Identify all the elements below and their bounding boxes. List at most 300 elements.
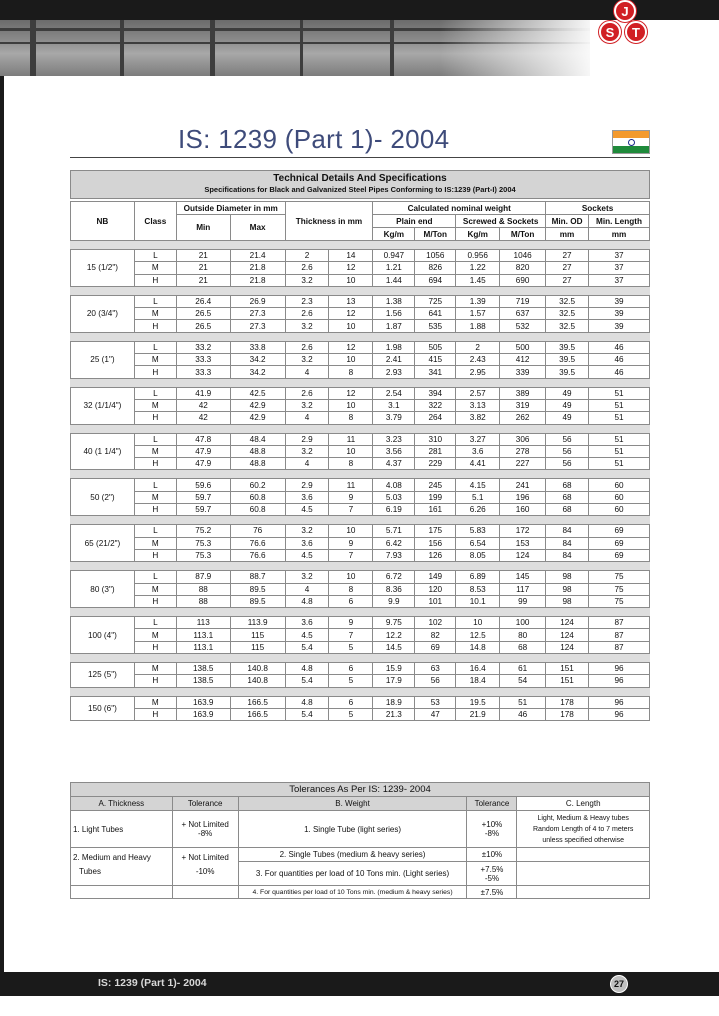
table-cell: H (134, 641, 176, 653)
table-cell: 51 (589, 412, 650, 424)
table-cell: 75.3 (176, 549, 230, 561)
table-cell: 113.9 (230, 617, 285, 629)
spec-subtitle: Specifications for Black and Galvanized Steel Pipes Conforming to IS:1239 (Part-I) 2004 (204, 185, 516, 194)
table-cell: 13 (329, 295, 373, 307)
table-cell: 69 (589, 525, 650, 537)
nb-size: 15 (1/2") (71, 250, 135, 287)
table-cell: 10 (329, 274, 373, 286)
table-cell: 7 (329, 629, 373, 641)
table-cell: 98 (546, 595, 589, 607)
table-cell: 33.8 (230, 341, 285, 353)
table-cell: 37 (589, 250, 650, 262)
table-cell: 27 (546, 262, 589, 274)
table-cell: 9.75 (373, 617, 415, 629)
table-cell: 26.5 (176, 320, 230, 332)
table-cell: 19.5 (456, 696, 500, 708)
table-cell: 535 (415, 320, 456, 332)
table-cell: 76.6 (230, 537, 285, 549)
table-cell: 412 (500, 354, 546, 366)
table-cell: 262 (500, 412, 546, 424)
table-cell: 178 (546, 696, 589, 708)
table-cell: 115 (230, 629, 285, 641)
tolerances-title: Tolerances As Per IS: 1239- 2004 (71, 783, 650, 797)
table-cell: 26.4 (176, 295, 230, 307)
table-cell: 2.95 (456, 366, 500, 378)
table-cell: 0.947 (373, 250, 415, 262)
table-cell: L (134, 479, 176, 491)
table-cell: 88 (176, 595, 230, 607)
table-cell: 138.5 (176, 675, 230, 687)
table-cell: 4 (285, 366, 329, 378)
unit-mm: mm (589, 228, 650, 241)
table-cell: 5 (329, 708, 373, 720)
table-cell: M (134, 696, 176, 708)
table-cell: 21.3 (373, 708, 415, 720)
table-cell: H (134, 412, 176, 424)
table-cell: 641 (415, 308, 456, 320)
table-cell: 196 (500, 491, 546, 503)
table-cell: M (134, 262, 176, 274)
group-separator (71, 608, 650, 617)
footer-title: IS: 1239 (Part 1)- 2004 (98, 977, 207, 989)
table-cell: 11 (329, 479, 373, 491)
table-cell: 1.87 (373, 320, 415, 332)
nb-size: 25 (1") (71, 341, 135, 378)
table-cell: 68 (546, 504, 589, 516)
table-cell: 7.93 (373, 549, 415, 561)
table-cell: 42.5 (230, 387, 285, 399)
table-cell: 124 (500, 549, 546, 561)
table-cell: M (134, 537, 176, 549)
table-cell: 2.9 (285, 433, 329, 445)
unit-mm: mm (546, 228, 589, 241)
table-cell: 7 (329, 504, 373, 516)
table-cell: 820 (500, 262, 546, 274)
table-cell: 100 (500, 617, 546, 629)
table-cell: 6.26 (456, 504, 500, 516)
table-cell: 4.37 (373, 458, 415, 470)
table-row (71, 641, 650, 653)
group-separator (71, 470, 650, 479)
table-cell: 51 (589, 458, 650, 470)
table-cell: 87 (589, 617, 650, 629)
table-cell: 49 (546, 387, 589, 399)
table-cell: 75 (589, 583, 650, 595)
table-cell: 6 (329, 663, 373, 675)
table-cell: 163.9 (176, 708, 230, 720)
table-cell: 87 (589, 641, 650, 653)
table-cell: 3.2 (285, 320, 329, 332)
table-cell: 120 (415, 583, 456, 595)
table-cell: 5.1 (456, 491, 500, 503)
table-cell: 21 (176, 262, 230, 274)
table-cell: M (134, 663, 176, 675)
table-cell: 172 (500, 525, 546, 537)
table-cell: 161 (415, 504, 456, 516)
table-cell: 532 (500, 320, 546, 332)
table-cell: 54 (500, 675, 546, 687)
logo-letter-j: J (614, 0, 636, 22)
header-screwed-sockets: Screwed & Sockets (456, 215, 546, 228)
header-outside-diameter: Outside Diameter in mm (176, 202, 285, 215)
nb-size: 50 (2") (71, 479, 135, 516)
table-cell: 319 (500, 399, 546, 411)
table-cell: 115 (230, 641, 285, 653)
table-cell: 10 (456, 617, 500, 629)
table-row (71, 250, 650, 262)
table-cell: 156 (415, 537, 456, 549)
table-cell: 3.82 (456, 412, 500, 424)
table-cell: 4 (285, 583, 329, 595)
company-logo (596, 4, 654, 70)
table-cell: M (134, 491, 176, 503)
nb-size: 150 (6") (71, 696, 135, 721)
table-cell: 124 (546, 641, 589, 653)
table-cell: H (134, 320, 176, 332)
table-cell: 2.3 (285, 295, 329, 307)
table-cell: 229 (415, 458, 456, 470)
table-cell: 199 (415, 491, 456, 503)
table-cell: 2.43 (456, 354, 500, 366)
table-cell: 69 (589, 537, 650, 549)
table-cell: 163.9 (176, 696, 230, 708)
table-cell: 166.5 (230, 696, 285, 708)
table-cell: 88.7 (230, 571, 285, 583)
table-cell: 6 (329, 595, 373, 607)
table-cell: 140.8 (230, 675, 285, 687)
table-cell: 10 (329, 399, 373, 411)
table-cell: 389 (500, 387, 546, 399)
table-cell: L (134, 525, 176, 537)
table-cell: 4.5 (285, 504, 329, 516)
table-cell: 241 (500, 479, 546, 491)
table-cell: H (134, 549, 176, 561)
table-cell: 102 (415, 617, 456, 629)
col-tolerance: Tolerance (172, 797, 238, 811)
table-cell: 2 (285, 250, 329, 262)
table-cell: 6 (329, 696, 373, 708)
table-cell: 96 (589, 696, 650, 708)
table-cell: 2.6 (285, 341, 329, 353)
thickness-medium-heavy: 2. Medium and Heavy Tubes (71, 848, 173, 886)
table-cell: 264 (415, 412, 456, 424)
table-cell: 227 (500, 458, 546, 470)
table-cell: 59.7 (176, 491, 230, 503)
tolerances-table (70, 782, 650, 899)
table-cell: 34.2 (230, 354, 285, 366)
table-cell: 47.9 (176, 445, 230, 457)
table-cell: 3.2 (285, 399, 329, 411)
table-cell: 96 (589, 663, 650, 675)
left-frame-line (0, 76, 4, 972)
table-cell: 60 (589, 491, 650, 503)
table-cell: 42.9 (230, 412, 285, 424)
table-cell: L (134, 571, 176, 583)
table-cell: 690 (500, 274, 546, 286)
header-min-od: Min. OD (546, 215, 589, 228)
table-cell: 310 (415, 433, 456, 445)
table-cell: 2.6 (285, 262, 329, 274)
table-cell: 89.5 (230, 595, 285, 607)
table-cell: 9.9 (373, 595, 415, 607)
table-cell: 2.54 (373, 387, 415, 399)
table-cell: 68 (546, 479, 589, 491)
table-cell: 7 (329, 549, 373, 561)
table-cell: 49 (546, 412, 589, 424)
header-od-max: Max (230, 215, 285, 241)
table-cell: 88 (176, 583, 230, 595)
table-cell: 37 (589, 262, 650, 274)
table-cell: 39.5 (546, 366, 589, 378)
table-cell: 8 (329, 583, 373, 595)
table-cell: 5.4 (285, 675, 329, 687)
table-cell: 725 (415, 295, 456, 307)
table-cell: 82 (415, 629, 456, 641)
table-cell: 14.8 (456, 641, 500, 653)
table-cell: 98 (546, 583, 589, 595)
weight-single-light: 1. Single Tube (light series) (238, 811, 467, 848)
table-cell: 32.5 (546, 320, 589, 332)
table-cell: 99 (500, 595, 546, 607)
table-row (71, 504, 650, 516)
table-cell: 75 (589, 595, 650, 607)
table-cell: 415 (415, 354, 456, 366)
table-cell: 124 (546, 629, 589, 641)
table-cell: 505 (415, 341, 456, 353)
table-cell: 10 (329, 354, 373, 366)
table-cell: 98 (546, 571, 589, 583)
table-cell: 2.6 (285, 387, 329, 399)
table-cell: 1046 (500, 250, 546, 262)
table-cell: M (134, 583, 176, 595)
table-cell: 637 (500, 308, 546, 320)
table-row (71, 366, 650, 378)
table-cell: 60 (589, 504, 650, 516)
group-separator (71, 424, 650, 433)
table-cell: 4.5 (285, 629, 329, 641)
table-cell: 1.38 (373, 295, 415, 307)
table-cell: 117 (500, 583, 546, 595)
table-cell: 3.6 (456, 445, 500, 457)
table-cell: 14.5 (373, 641, 415, 653)
page-number: 27 (610, 975, 628, 993)
table-cell: 2.93 (373, 366, 415, 378)
logo-letter-t: T (625, 21, 647, 43)
table-cell: 4 (285, 458, 329, 470)
table-cell: 39 (589, 308, 650, 320)
nb-size: 125 (5") (71, 663, 135, 688)
table-row (71, 479, 650, 491)
table-cell: M (134, 629, 176, 641)
table-cell: 10 (329, 571, 373, 583)
table-cell: L (134, 250, 176, 262)
table-cell: 826 (415, 262, 456, 274)
table-cell: 3.2 (285, 274, 329, 286)
table-cell: 126 (415, 549, 456, 561)
table-cell: 3.56 (373, 445, 415, 457)
table-cell: 2 (456, 341, 500, 353)
table-cell: 75 (589, 571, 650, 583)
table-cell: 32.5 (546, 295, 589, 307)
spec-title: Technical Details And Specifications (273, 173, 447, 184)
table-cell: 341 (415, 366, 456, 378)
table-cell: 306 (500, 433, 546, 445)
table-cell: 68 (500, 641, 546, 653)
table-cell: 6.72 (373, 571, 415, 583)
table-cell: 51 (500, 696, 546, 708)
table-cell: 76 (230, 525, 285, 537)
table-row (71, 354, 650, 366)
table-cell: 3.2 (285, 525, 329, 537)
table-cell: 11 (329, 433, 373, 445)
table-cell: 694 (415, 274, 456, 286)
table-cell: 27 (546, 250, 589, 262)
table-cell: H (134, 458, 176, 470)
table-cell: 10.1 (456, 595, 500, 607)
table-cell: 1.56 (373, 308, 415, 320)
table-cell: 3.6 (285, 617, 329, 629)
col-length: C. Length (517, 797, 650, 811)
group-separator (71, 687, 650, 696)
table-cell: 80 (500, 629, 546, 641)
table-row (71, 583, 650, 595)
table-cell: 3.79 (373, 412, 415, 424)
group-separator (71, 241, 650, 250)
table-cell: 6.19 (373, 504, 415, 516)
table-cell: 96 (589, 708, 650, 720)
table-cell: 37 (589, 274, 650, 286)
nb-size: 100 (4") (71, 617, 135, 654)
table-cell: M (134, 354, 176, 366)
table-cell: 84 (546, 549, 589, 561)
unit-mton: M/Ton (500, 228, 546, 241)
title-divider (70, 157, 650, 158)
table-cell: 3.2 (285, 445, 329, 457)
table-cell: 32.5 (546, 308, 589, 320)
table-cell: 9 (329, 617, 373, 629)
table-cell: 10 (329, 525, 373, 537)
nb-size: 20 (3/4") (71, 295, 135, 332)
weight-single-medium-heavy: 2. Single Tubes (medium & heavy series) (238, 848, 467, 862)
table-cell: 5.83 (456, 525, 500, 537)
table-cell: L (134, 295, 176, 307)
table-cell: 322 (415, 399, 456, 411)
table-row (71, 341, 650, 353)
table-cell: 5.71 (373, 525, 415, 537)
india-flag-icon (612, 130, 650, 154)
table-cell: 47.8 (176, 433, 230, 445)
table-cell: H (134, 504, 176, 516)
header-od-min: Min (176, 215, 230, 241)
table-cell: 6.54 (456, 537, 500, 549)
table-cell: 17.9 (373, 675, 415, 687)
specifications-body (71, 241, 650, 721)
table-cell: 51 (589, 399, 650, 411)
table-cell: 27.3 (230, 308, 285, 320)
table-row (71, 629, 650, 641)
table-row (71, 595, 650, 607)
table-row (71, 295, 650, 307)
table-cell: 3.6 (285, 537, 329, 549)
table-cell: 26.5 (176, 308, 230, 320)
table-cell: 8.36 (373, 583, 415, 595)
table-cell: L (134, 341, 176, 353)
header-sockets: Sockets (546, 202, 650, 215)
table-cell: 3.2 (285, 571, 329, 583)
table-cell: 48.8 (230, 445, 285, 457)
table-cell: 5.4 (285, 708, 329, 720)
table-cell: 145 (500, 571, 546, 583)
table-cell: 89.5 (230, 583, 285, 595)
table-cell: 4.5 (285, 549, 329, 561)
table-cell: 59.6 (176, 479, 230, 491)
table-cell: 160 (500, 504, 546, 516)
nb-size: 32 (1/1/4") (71, 387, 135, 424)
table-cell: 96 (589, 675, 650, 687)
table-cell: H (134, 595, 176, 607)
table-cell: 3.23 (373, 433, 415, 445)
table-row (71, 525, 650, 537)
table-cell: 12 (329, 308, 373, 320)
table-cell: 46 (589, 354, 650, 366)
table-cell: 4.8 (285, 595, 329, 607)
table-cell: 33.3 (176, 366, 230, 378)
table-cell: 63 (415, 663, 456, 675)
table-cell: 8.53 (456, 583, 500, 595)
table-cell: 60 (589, 479, 650, 491)
group-separator (71, 286, 650, 295)
col-tolerance: Tolerance (467, 797, 517, 811)
table-cell: 1.21 (373, 262, 415, 274)
table-cell: 49 (546, 399, 589, 411)
col-thickness: A. Thickness (71, 797, 173, 811)
table-row (71, 445, 650, 457)
table-cell: M (134, 399, 176, 411)
table-cell: 178 (546, 708, 589, 720)
header-plain-end: Plain end (373, 215, 456, 228)
header-class: Class (134, 202, 176, 241)
table-cell: 51 (589, 387, 650, 399)
table-cell: 48.4 (230, 433, 285, 445)
table-cell: 76.6 (230, 549, 285, 561)
table-cell: 15.9 (373, 663, 415, 675)
weight-load-light-tolerance: +7.5% -5% (467, 862, 517, 886)
table-cell: 56 (546, 458, 589, 470)
table-cell: 3.13 (456, 399, 500, 411)
header-nominal-weight: Calculated nominal weight (373, 202, 546, 215)
table-cell: 33.3 (176, 354, 230, 366)
table-cell: L (134, 617, 176, 629)
table-cell: 48.8 (230, 458, 285, 470)
table-row (71, 458, 650, 470)
table-cell: 1.45 (456, 274, 500, 286)
table-cell: 14 (329, 250, 373, 262)
table-cell: 53 (415, 696, 456, 708)
table-row (71, 412, 650, 424)
table-cell: 3.1 (373, 399, 415, 411)
table-cell: 21 (176, 274, 230, 286)
weight-load-medium-heavy: 4. For quantities per load of 10 Tons min. (medium & heavy series) (238, 886, 467, 899)
table-row (71, 308, 650, 320)
table-cell: 21.8 (230, 262, 285, 274)
table-cell: 16.4 (456, 663, 500, 675)
table-cell: 10 (329, 445, 373, 457)
table-cell: 2.9 (285, 479, 329, 491)
table-cell: 12 (329, 387, 373, 399)
table-cell: 51 (589, 445, 650, 457)
logo-letter-s: S (599, 21, 621, 43)
table-cell: 84 (546, 537, 589, 549)
